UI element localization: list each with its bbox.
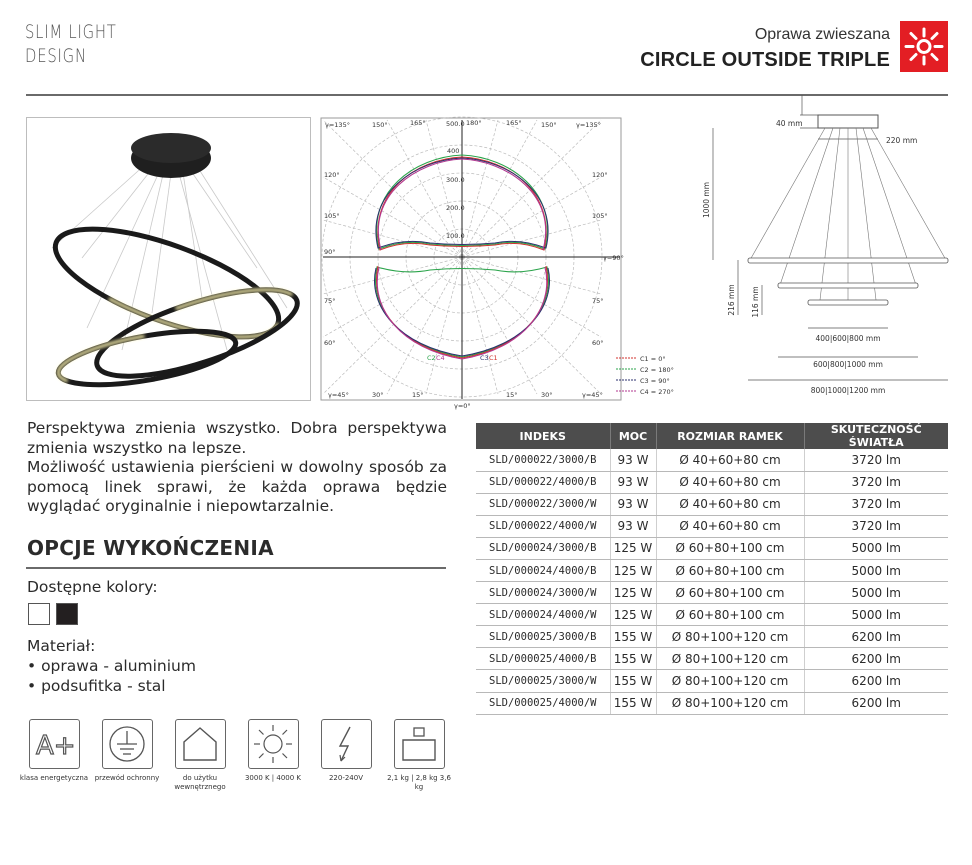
cell-frame-size: Ø 40+60+80 cm: [656, 471, 804, 493]
dim-middle-widths: 600|800|1000 mm: [813, 360, 883, 369]
table-row: [476, 537, 948, 559]
brand-line-1: SLIM LIGHT: [25, 21, 117, 43]
material-label: Materiał:: [27, 637, 96, 655]
dim-canopy-height: 40 mm: [776, 119, 803, 128]
angle-label: 75°: [324, 297, 336, 305]
column-header: INDEKS: [476, 423, 610, 449]
icon-caption: do użytku wewnętrznego: [174, 774, 226, 791]
table-row: [476, 648, 948, 670]
cell-power: 125 W: [610, 604, 656, 626]
cell-frame-size: Ø 80+100+120 cm: [656, 692, 804, 714]
icon-caption: klasa energetyczna: [19, 774, 89, 782]
options-divider: [26, 567, 446, 569]
angle-label: 30°: [372, 391, 384, 399]
table-row: [476, 471, 948, 493]
cell-luminous-flux: 3720 lm: [804, 515, 948, 537]
cell-frame-size: Ø 80+100+120 cm: [656, 648, 804, 670]
cell-power: 125 W: [610, 559, 656, 581]
cell-index: SLD/000022/3000/B: [476, 449, 610, 471]
column-header: ROZMIAR RAMEK: [656, 423, 804, 449]
angle-label: 165°: [506, 119, 522, 127]
dim-height-outer: 216 mm: [727, 284, 736, 316]
angle-label: γ=135°: [325, 121, 350, 129]
angle-label: 30°: [541, 391, 553, 399]
cell-index: SLD/000025/4000/W: [476, 692, 610, 714]
cell-luminous-flux: 6200 lm: [804, 692, 948, 714]
cell-power: 155 W: [610, 648, 656, 670]
curve-tag: C4: [436, 354, 445, 362]
angle-label: 150°: [372, 121, 388, 129]
radial-label: 200.0: [446, 204, 465, 212]
cell-luminous-flux: 5000 lm: [804, 559, 948, 581]
product-description: [27, 419, 447, 517]
radial-label: 100.0: [446, 232, 465, 240]
angle-label: 120°: [324, 171, 340, 179]
cell-power: 125 W: [610, 582, 656, 604]
ground-icon: [102, 719, 153, 769]
radial-label: 500.0: [446, 120, 465, 128]
cell-frame-size: Ø 40+60+80 cm: [656, 493, 804, 515]
cell-power: 93 W: [610, 449, 656, 471]
energy-class-glyph: A+: [36, 731, 76, 761]
angle-label: γ=135°: [576, 121, 601, 129]
icon-caption: przewód ochronny: [94, 774, 160, 782]
table-row: [476, 604, 948, 626]
product-category: Oprawa zwieszana: [754, 26, 890, 43]
pendant-lamp-icon: [900, 21, 948, 72]
weight-icon: [394, 719, 445, 769]
sun-icon: [248, 719, 299, 769]
table-row: [476, 670, 948, 692]
cell-index: SLD/000024/3000/B: [476, 537, 610, 559]
curve-tag: C3: [480, 354, 489, 362]
cell-index: SLD/000025/3000/W: [476, 670, 610, 692]
brand-line-2: DESIGN: [25, 45, 87, 67]
table-row: [476, 559, 948, 581]
table-row: [476, 626, 948, 648]
icon-caption: 220-240V: [328, 774, 364, 782]
angle-label: 150°: [541, 121, 557, 129]
cell-index: SLD/000025/4000/B: [476, 648, 610, 670]
cell-frame-size: Ø 60+80+100 cm: [656, 559, 804, 581]
energy-class-icon: [29, 719, 80, 769]
product-photo: [26, 117, 311, 401]
cell-frame-size: Ø 80+100+120 cm: [656, 626, 804, 648]
table-row: [476, 582, 948, 604]
dim-height-inner: 116 mm: [751, 286, 760, 318]
table-row: [476, 692, 948, 714]
angle-label: γ=90°: [603, 254, 624, 262]
legend-c1: C1 = 0°: [640, 355, 666, 363]
cell-luminous-flux: 6200 lm: [804, 648, 948, 670]
description-paragraph-1: Perspektywa zmienia wszystko. Dobra perspektywa zmienia wszystko na lepsze.: [27, 419, 447, 457]
cell-luminous-flux: 6200 lm: [804, 626, 948, 648]
column-header: MOC: [610, 423, 656, 449]
material-item: • oprawa - aluminium: [27, 657, 196, 675]
colors-label: Dostępne kolory:: [27, 578, 158, 596]
color-swatch-white: [28, 603, 50, 625]
icon-caption: 2,1 kg | 2,8 kg 3,6 kg: [387, 774, 451, 791]
cell-frame-size: Ø 60+80+100 cm: [656, 582, 804, 604]
cell-frame-size: Ø 60+80+100 cm: [656, 537, 804, 559]
brand-logo: [25, 20, 117, 68]
angle-label: 165°: [410, 119, 426, 127]
material-item: • podsufitka - stal: [27, 677, 166, 695]
cell-luminous-flux: 3720 lm: [804, 493, 948, 515]
angle-label: 60°: [324, 339, 336, 347]
table-header-row: [476, 423, 948, 449]
product-name: CIRCLE OUTSIDE TRIPLE: [640, 49, 890, 71]
cell-index: SLD/000022/4000/W: [476, 515, 610, 537]
column-header: SKUTECZNOŚĆ ŚWIATŁA: [804, 423, 948, 449]
voltage-icon: [321, 719, 372, 769]
feature-icons: [19, 719, 466, 799]
dim-inner-widths: 400|600|800 mm: [815, 334, 881, 343]
angle-label: γ=0°: [454, 402, 471, 410]
cell-index: SLD/000022/3000/W: [476, 493, 610, 515]
spec-table: [476, 423, 948, 715]
curve-tag: C1: [489, 354, 498, 362]
cell-power: 93 W: [610, 515, 656, 537]
cell-index: SLD/000024/4000/B: [476, 559, 610, 581]
dim-cable-length: 1000 mm: [702, 181, 711, 219]
cell-frame-size: Ø 80+100+120 cm: [656, 670, 804, 692]
cell-frame-size: Ø 40+60+80 cm: [656, 449, 804, 471]
cell-luminous-flux: 6200 lm: [804, 670, 948, 692]
angle-label: γ=45°: [582, 391, 603, 399]
cell-luminous-flux: 5000 lm: [804, 582, 948, 604]
table-row: [476, 515, 948, 537]
angle-label: 120°: [592, 171, 608, 179]
angle-label: 75°: [592, 297, 604, 305]
cell-power: 125 W: [610, 537, 656, 559]
cell-power: 93 W: [610, 471, 656, 493]
angle-label: 90°: [324, 248, 336, 256]
legend-c4: C4 = 270°: [640, 388, 674, 396]
color-swatch-black: [56, 603, 78, 625]
angle-label: γ=45°: [328, 391, 349, 399]
legend-c2: C2 = 180°: [640, 366, 674, 374]
angle-label: 105°: [324, 212, 340, 220]
dim-canopy-width: 220 mm: [886, 136, 918, 145]
cell-power: 155 W: [610, 626, 656, 648]
cell-luminous-flux: 5000 lm: [804, 604, 948, 626]
dimension-drawing: [700, 95, 958, 405]
curve-tag: C2: [427, 354, 436, 362]
angle-label: 105°: [592, 212, 608, 220]
cell-power: 155 W: [610, 692, 656, 714]
radial-label: 300.0: [446, 176, 465, 184]
dim-outer-widths: 800|1000|1200 mm: [810, 386, 886, 395]
cell-frame-size: Ø 60+80+100 cm: [656, 604, 804, 626]
indoor-icon: [175, 719, 226, 769]
polar-light-distribution-chart: [320, 117, 674, 410]
options-title: OPCJE WYKOŃCZENIA: [27, 536, 274, 560]
angle-label: 60°: [592, 339, 604, 347]
cell-power: 93 W: [610, 493, 656, 515]
angle-label: 15°: [412, 391, 424, 399]
cell-power: 155 W: [610, 670, 656, 692]
angle-label: 15°: [506, 391, 518, 399]
cell-luminous-flux: 5000 lm: [804, 537, 948, 559]
cell-index: SLD/000025/3000/B: [476, 626, 610, 648]
table-row: [476, 449, 948, 471]
icon-caption: 3000 K | 4000 K: [244, 774, 302, 782]
table-row: [476, 493, 948, 515]
cell-index: SLD/000024/4000/W: [476, 604, 610, 626]
cell-frame-size: Ø 40+60+80 cm: [656, 515, 804, 537]
radial-label: 400: [447, 147, 460, 155]
cell-index: SLD/000022/4000/B: [476, 471, 610, 493]
cell-luminous-flux: 3720 lm: [804, 471, 948, 493]
cell-index: SLD/000024/3000/W: [476, 582, 610, 604]
description-paragraph-2: Możliwość ustawienia pierścieni w dowolny sposób za pomocą linek sprawi, że każda oprawa będzie wyglądać oryginalnie i niepowtarzalnie.: [27, 458, 447, 515]
cell-luminous-flux: 3720 lm: [804, 449, 948, 471]
legend-c3: C3 = 90°: [640, 377, 670, 385]
angle-label: 180°: [466, 119, 482, 127]
